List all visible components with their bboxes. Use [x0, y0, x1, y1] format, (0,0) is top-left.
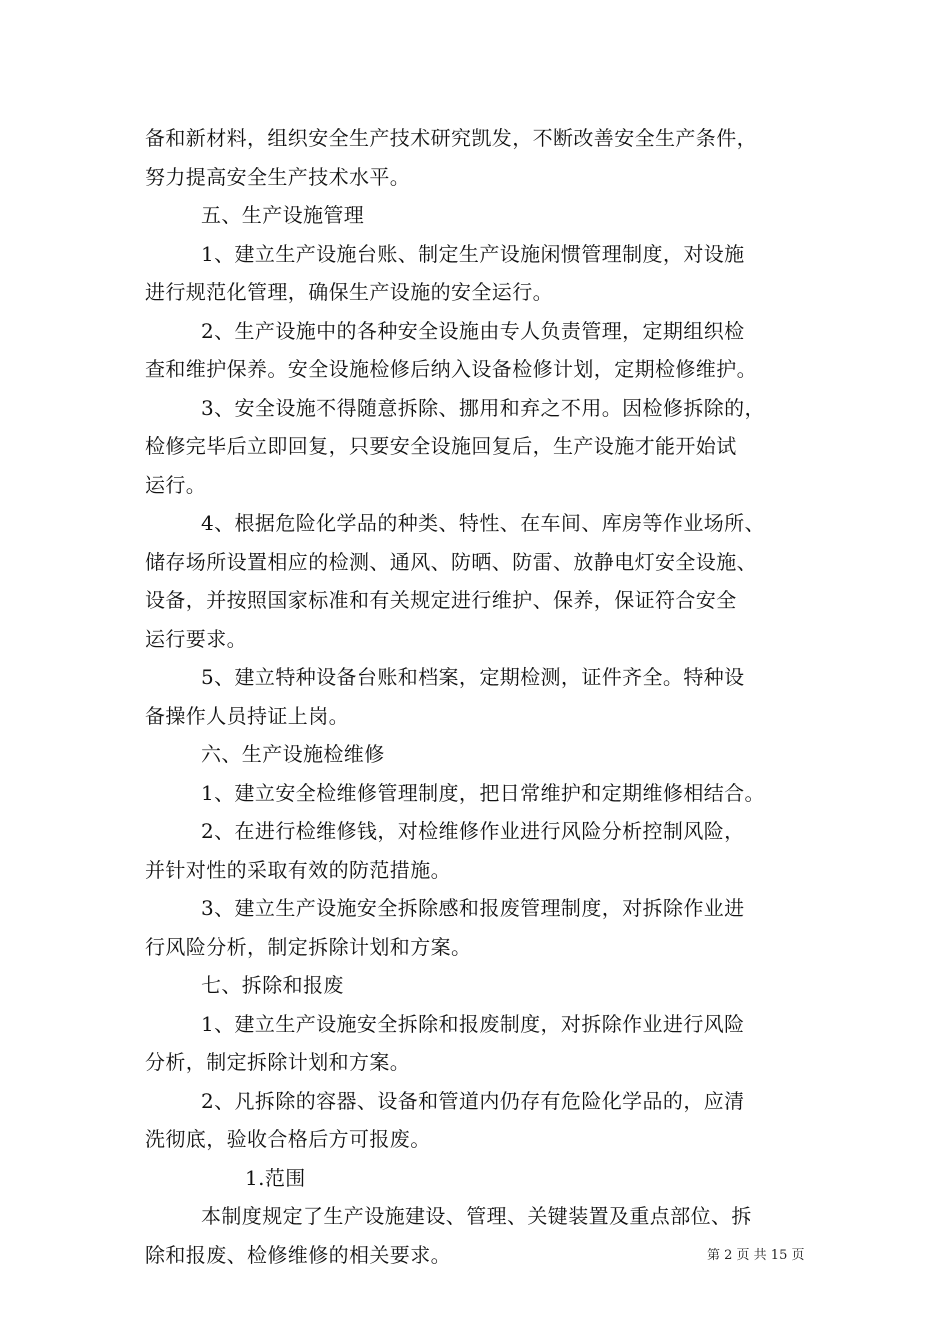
text-line: 2、在进行检维修钱，对检维修作业进行风险分析控制风险， — [201, 819, 745, 843]
page-number: 第 2 页 共 15 页 — [707, 1248, 805, 1263]
text-line: 2、生产设施中的各种安全设施由专人负责管理，定期组织检 — [201, 318, 745, 343]
text-line: 4、根据危险化学品的种类、特性、在车间、库房等作业场所、 — [201, 511, 765, 535]
text-line: 储存场所设置相应的检测、通风、防晒、防雷、放静电灯安全设施、 — [145, 549, 757, 574]
section-heading: 六、生产设施检维修 — [201, 742, 385, 766]
text-line: 努力提高安全生产技术水平。 — [145, 164, 411, 189]
text-line: 备和新材料，组织安全生产技术研究凯发，不断改善安全生产条件， — [145, 126, 757, 150]
text-line: 设备，并按照国家标准和有关规定进行维护、保养，保证符合安全 — [145, 588, 737, 612]
text-line: 检修完毕后立即回复，只要安全设施回复后，生产设施才能开始试 — [145, 434, 737, 458]
text-line: 备操作人员持证上岗。 — [145, 703, 349, 728]
text-line: 分析，制定拆除计划和方案。 — [145, 1050, 411, 1074]
text-line: 本制度规定了生产设施建设、管理、关键装置及重点部位、拆 — [201, 1204, 752, 1228]
text-line: 洗彻底，验收合格后方可报废。 — [145, 1127, 431, 1151]
text-line: 并针对性的采取有效的防范措施。 — [145, 857, 451, 882]
text-line: 3、安全设施不得随意拆除、挪用和弃之不用。因检修拆除的， — [201, 395, 765, 420]
text-line: 3、建立生产设施安全拆除感和报废管理制度，对拆除作业进 — [201, 896, 745, 920]
document-body — [145, 119, 815, 1274]
section-heading: 五、生产设施管理 — [201, 203, 365, 227]
text-line: 1、建立安全检维修管理制度，把日常维护和定期维修相结合。 — [201, 780, 765, 805]
text-line: 运行。 — [145, 472, 207, 497]
text-line: 运行要求。 — [145, 626, 247, 651]
text-line: 进行规范化管理，确保生产设施的安全运行。 — [145, 280, 553, 304]
text-line: 2、凡拆除的容器、设备和管道内仍存有危险化学品的，应清 — [201, 1088, 745, 1113]
section-heading: 七、拆除和报废 — [201, 973, 344, 997]
text-line: 1、建立生产设施台账、制定生产设施闲惯管理制度，对设施 — [201, 241, 745, 266]
text-line: 5、建立特种设备台账和档案，定期检测，证件齐全。特种设 — [201, 665, 745, 689]
section-heading: 1.范围 — [245, 1165, 306, 1190]
text-line: 行风险分析，制定拆除计划和方案。 — [145, 934, 472, 959]
text-line: 1、建立生产设施安全拆除和报废制度，对拆除作业进行风险 — [201, 1011, 745, 1036]
text-line: 除和报废、检修维修的相关要求。 — [145, 1242, 451, 1267]
text-line: 查和维护保养。安全设施检修后纳入设备检修计划，定期检修维护。 — [145, 357, 757, 381]
